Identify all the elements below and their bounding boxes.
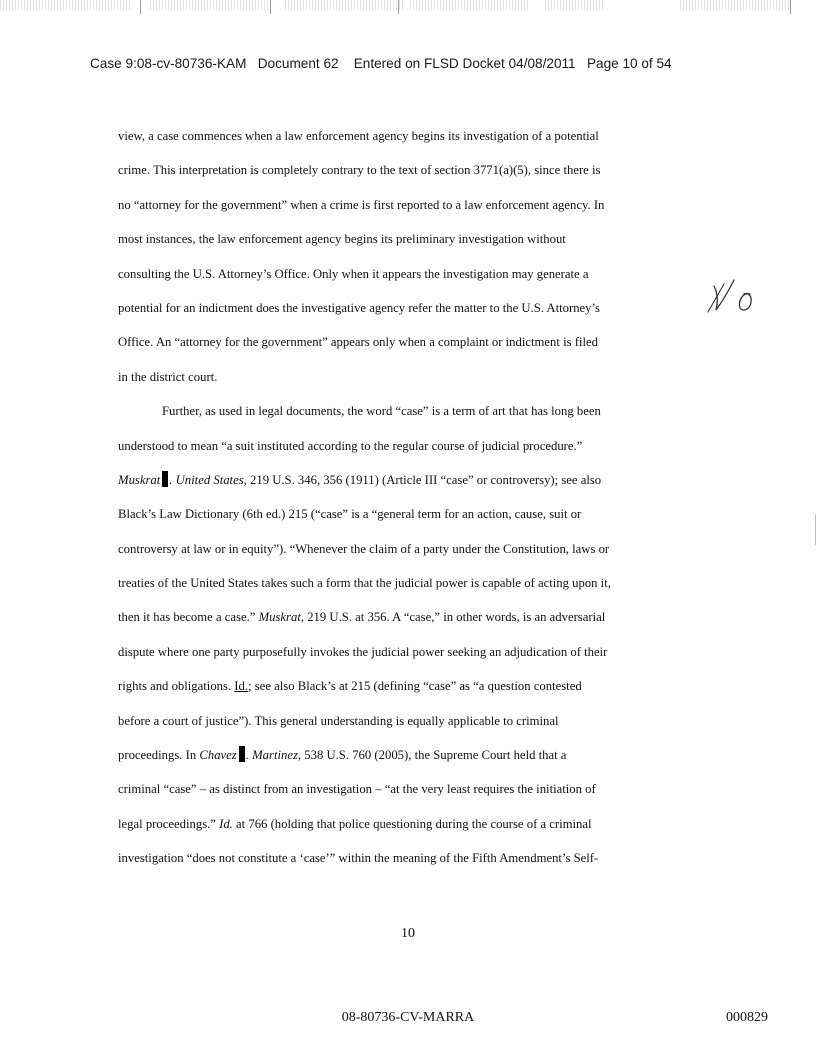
body-line <box>118 676 708 710</box>
body-line: consulting the U.S. Attorney’s Office. Only when it appears the investigation may generate a <box>118 266 589 281</box>
line-text: rights and obligations. <box>118 679 235 694</box>
body-line: no “attorney for the government” when a crime is first reported to a law enforcement agency. In <box>118 197 605 212</box>
body-line: understood to mean “a suit instituted according to the regular course of judicial procedure.” <box>118 438 583 453</box>
handwritten-initials-mark <box>704 272 760 316</box>
body-line: criminal “case” – as distinct from an investigation – “at the very least requires the initiation of <box>118 782 596 797</box>
body-line: Office. An “attorney for the government” appears only when a complaint or indictment is filed <box>118 335 598 350</box>
body-line: Further, as used in legal documents, the word “case” is a term of art that has long been <box>162 404 601 419</box>
id-citation: Id. <box>234 679 249 694</box>
line-text: , 219 U.S. at 356. A “case,” in other words, is an adversarial <box>300 610 606 625</box>
body-line: in the district court. <box>118 369 218 384</box>
line-text: legal proceedings.” <box>118 816 220 831</box>
body-line: controversy at law or in equity”). “Whenever the claim of a party under the Constitution, laws or <box>118 541 610 556</box>
body-line: crime. This interpretation is completely contrary to the text of section 3771(a)(5), since there is <box>118 163 601 178</box>
case-citation: Muskrat <box>258 610 301 625</box>
line-text: ; see also Black’s at 215 (defining “case” as “a question contested <box>248 679 582 694</box>
line-text: proceedings. In <box>118 748 200 763</box>
body-line <box>118 607 708 641</box>
line-text: then it has become a case.” <box>118 610 259 625</box>
body-line: investigation “does not constitute a ‘case’” within the meaning of the Fifth Amendment’s Self- <box>118 851 599 866</box>
body-line: most instances, the law enforcement agency begins its preliminary investigation without <box>118 232 566 247</box>
body-line: view, a case commences when a law enforcement agency begins its investigation of a potential <box>118 129 599 143</box>
bates-number: 000829 <box>726 1010 768 1025</box>
redaction-mark <box>162 471 168 487</box>
case-identifier-footer: 08-80736-CV-MARRA <box>341 1010 475 1025</box>
case-citation: Muskrat <box>118 472 161 487</box>
redaction-mark <box>239 746 245 762</box>
body-line: treaties of the United States takes such a form that the judicial power is capable of acting upon it, <box>118 576 611 591</box>
body-line: Black’s Law Dictionary (6th ed.) 215 (“case” is a “general term for an action, cause, suit or <box>118 507 582 522</box>
body-line: potential for an indictment does the investigative agency refer the matter to the U.S. Attorney’s <box>118 300 600 315</box>
line-text: , 219 U.S. 346, 356 (1911) (Article III “case” or controversy); see also <box>243 472 602 487</box>
docket-header: Case 9:08-cv-80736-KAM Document 62 Entered on FLSD Docket 04/08/2011 Page 10 of 54 <box>90 56 672 71</box>
line-text: , 538 U.S. 760 (2005), the Supreme Court held that a <box>297 748 567 763</box>
case-citation: Chavez <box>199 748 237 763</box>
id-citation: Id. <box>219 816 233 831</box>
scan-artifact-strip <box>0 0 816 16</box>
body-line: before a court of justice”). This general understanding is equally applicable to criminal <box>118 713 559 728</box>
page-number: 10 <box>401 926 415 941</box>
case-citation: . Martinez <box>245 748 298 763</box>
body-line <box>118 470 708 504</box>
body-line <box>118 745 708 779</box>
line-text: at 766 (holding that police questioning during the course of a criminal <box>232 816 592 831</box>
body-line <box>118 814 708 848</box>
case-citation: . United States <box>169 472 244 487</box>
body-line: dispute where one party purposefully invokes the judicial power seeking an adjudication of their <box>118 644 608 659</box>
document-body <box>118 126 708 883</box>
